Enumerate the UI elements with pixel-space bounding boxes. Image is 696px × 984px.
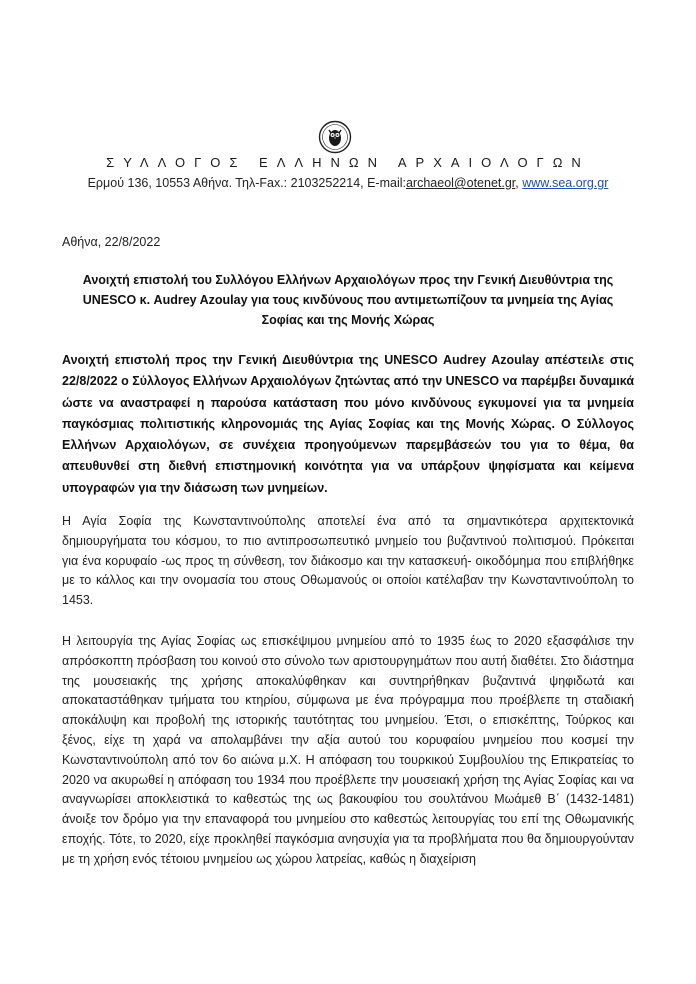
body-paragraph-2: Η λειτουργία της Αγίας Σοφίας ως επισκέψιμου μνημείου από το 1935 έως το 2020 εξασφάλισε την απρόσκοπτη πρόσβαση του κοινού στο σύνολο των αριστουργημάτων που αυτή διαθέτει. Στο διάστημα της μουσειακής της χρήσης αποκαλύφθηκαν και συντηρήθηκαν βυζαντινά ψηφιδωτά και αποκαταστάθηκαν τμήματα του κτηρίου, σύμφωνα με ένα πρόγραμμα που προέβλεπε τη σταδιακή αποκάλυψη και προβολή της ιστορικής ταυτότητας του μνημείου. Έτσι, ο επισκέπτης, Τούρκος και ξένος, είχε τη χαρά να απολαμβάνει την αξία αυτού του κορυφαίου μνημείου που κοσμεί την Κωνσταντινούπολη από τον 6ο αιώνα μ.Χ. Η απόφαση του τουρκικού Συμβουλίου της Επικρατείας το 2020 να ακυρωθεί η απόφαση του 1934 που προέβλεπε την μουσειακή χρήση της Αγίας Σοφίας και να αναγνωρίσει αποκλειστικά το καθεστώς της ως βακουφίου του σουλτάνου Μωάμεθ Β΄ (1432-1481) άνοιξε τον δρόμο για την επαναφορά του μνημείου στο καθεστώς λειτουργίας του επί της Οθωμανικής εποχής. Τότε, το 2020, είχε προκληθεί παγκόσμια ανησυχία για τα προβλήματα που θα δημιουργούνταν με τη χρήση ενός τέτοιου μνημείου ως χώρου λατρείας, καθώς η διαχείριση [62, 634, 634, 866]
contact-address: Ερμού 136, 10553 Αθήνα. Τηλ-Fax.: 2103252214, E-mail: [87, 176, 406, 190]
letter-subject: Ανοιχτή επιστολή του Συλλόγου Ελλήνων Αρχαιολόγων προς την Γενική Διευθύντρια της UNESCO κ. Audrey Azoulay για τους κινδύνους που αντιμετωπίζουν τα μνημεία της Αγίας Σοφίας και της Μονής Χώρας [82, 273, 614, 327]
website-link[interactable]: www.sea.org.gr [522, 176, 609, 190]
contact-separator: , [515, 176, 523, 190]
owl-seal-icon [318, 120, 352, 154]
organization-name: ΣΥΛΛΟΓΟΣ ΕΛΛΗΝΩΝ ΑΡΧΑΙΟΛΟΓΩΝ [106, 155, 590, 170]
letter-date: Αθήνα, 22/8/2022 [62, 235, 161, 249]
body-paragraph-1: Η Αγία Σοφία της Κωνσταντινούπολης αποτελεί ένα από τα σημαντικότερα αρχιτεκτονικά δημιουργήματα του κόσμου, το πιο αντιπροσωπευτικό μνημείο του βυζαντινού πολιτισμού. Πρόκειται για ένα κορυφαίο -ως προς τη σύνθεση, τον διάκοσμο και την κατασκευή- οικοδόμημα που επιβλήθηκε με το κάλλος και την ονομασία του στους Οθωμανούς οι οποίοι κατέλαβαν την Κωνσταντινούπολη το 1453. [62, 514, 634, 608]
contact-line [0, 176, 696, 190]
lead-paragraph: Ανοιχτή επιστολή προς την Γενική Διευθύντρια της UNESCO Audrey Azoulay απέστειλε στις 22/8/2022 ο Σύλλογος Ελλήνων Αρχαιολόγων ζητώντας από την UNESCO να παρέμβει δυναμικά ώστε να αναστραφεί η παρούσα κατάσταση που μόνο κινδύνους εγκυμονεί για τα μνημεία παγκόσμιας πολιτιστικής κληρονομιάς της Αγίας Σοφίας και της Μονής Χώρας. Ο Σύλλογος Ελλήνων Αρχαιολόγων, σε συνέχεια προηγούμενων παρεμβάσεών του για το θέμα, θα απευθυνθεί στη διεθνή επιστημονική κοινότητα για να υπάρξουν ψηφίσματα και κείμενα υπογραφών για την διάσωση των μνημείων. [62, 353, 635, 495]
email-link[interactable]: archaeol@otenet.gr [405, 176, 516, 190]
